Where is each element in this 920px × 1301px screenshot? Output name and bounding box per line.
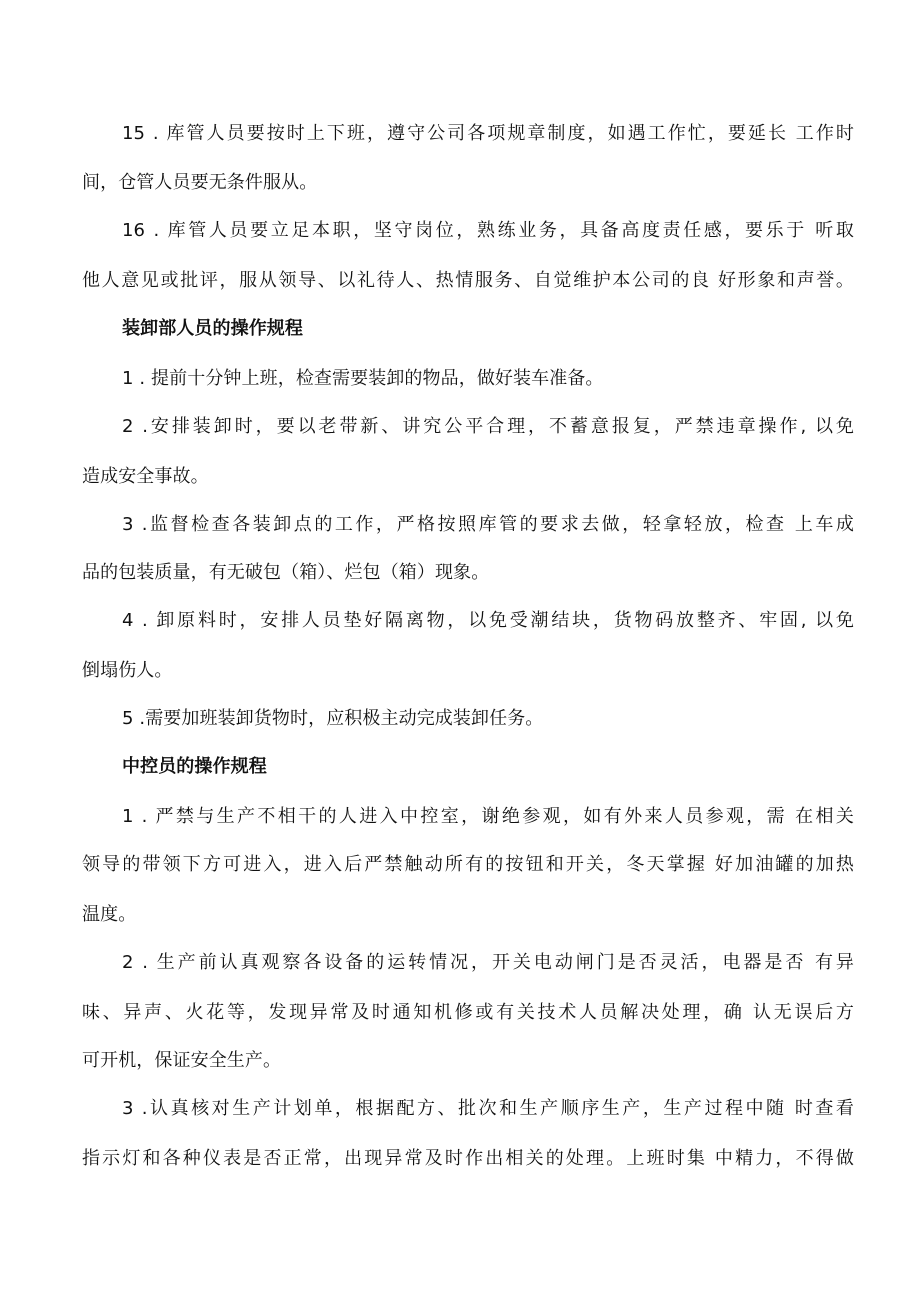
loading-rule-4-line-1: 4 . 卸原料时，安排人员垫好隔离物，以免受潮结块，货物码放整齐、牢固, 以免 (122, 610, 854, 631)
control-rule-2-line-1: 2 . 生产前认真观察各设备的运转情况，开关电动闸门是否灵活，电器是否 有异 (122, 952, 854, 973)
loading-rule-1: 1 . 提前十分钟上班，检查需要装卸的物品，做好装车准备。 (122, 368, 604, 389)
control-rule-1-line-1: 1 . 严禁与生产不相干的人进入中控室，谢绝参观，如有外来人员参观，需 在相关 (122, 806, 854, 827)
loading-rule-2-line-2: 造成安全事故。 (82, 466, 209, 487)
loading-rule-2-line-1: 2 .安排装卸时，要以老带新、讲究公平合理，不蓄意报复，严禁违章操作, 以免 (122, 416, 854, 437)
paragraph-15-line-2: 间，仓管人员要无条件服从。 (82, 172, 318, 193)
loading-rule-3-line-1: 3 .监督检查各装卸点的工作，严格按照库管的要求去做，轻拿轻放，检查 上车成 (122, 514, 854, 535)
paragraph-16-line-2: 他人意见或批评，服从领导、以礼待人、热情服务、自觉维护本公司的良 好形象和声誉。 (82, 270, 854, 291)
section-heading-control: 中控员的操作规程 (122, 756, 267, 777)
loading-rule-4-line-2: 倒塌伤人。 (82, 660, 173, 681)
control-rule-1-line-2: 领导的带领下方可进入，进入后严禁触动所有的按钮和开关，冬天掌握 好加油罐的加热 (82, 854, 854, 875)
control-rule-2-line-2: 味、异声、火花等，发现异常及时通知机修或有关技术人员解决处理，确 认无误后方 (82, 1002, 854, 1023)
paragraph-16-line-1: 16 . 库管人员要立足本职，坚守岗位，熟练业务，具备高度责任感，要乐于 听取 (122, 220, 854, 241)
loading-rule-5: 5 .需要加班装卸货物时，应积极主动完成装卸任务。 (122, 708, 544, 729)
control-rule-2-line-3: 可开机，保证安全生产。 (82, 1050, 282, 1071)
paragraph-15-line-1: 15 . 库管人员要按时上下班，遵守公司各项规章制度，如遇工作忙，要延长 工作时 (122, 123, 854, 144)
loading-rule-3-line-2: 品的包装质量，有无破包（箱）、烂包（箱）现象。 (82, 562, 490, 583)
control-rule-3-line-2: 指示灯和各种仪表是否正常，出现异常及时作出相关的处理。上班时集 中精力，不得做 (82, 1148, 854, 1169)
section-heading-loading: 装卸部人员的操作规程 (122, 318, 303, 339)
control-rule-1-line-3: 温度。 (82, 904, 137, 925)
control-rule-3-line-1: 3 .认真核对生产计划单，根据配方、批次和生产顺序生产，生产过程中随 时查看 (122, 1098, 854, 1119)
